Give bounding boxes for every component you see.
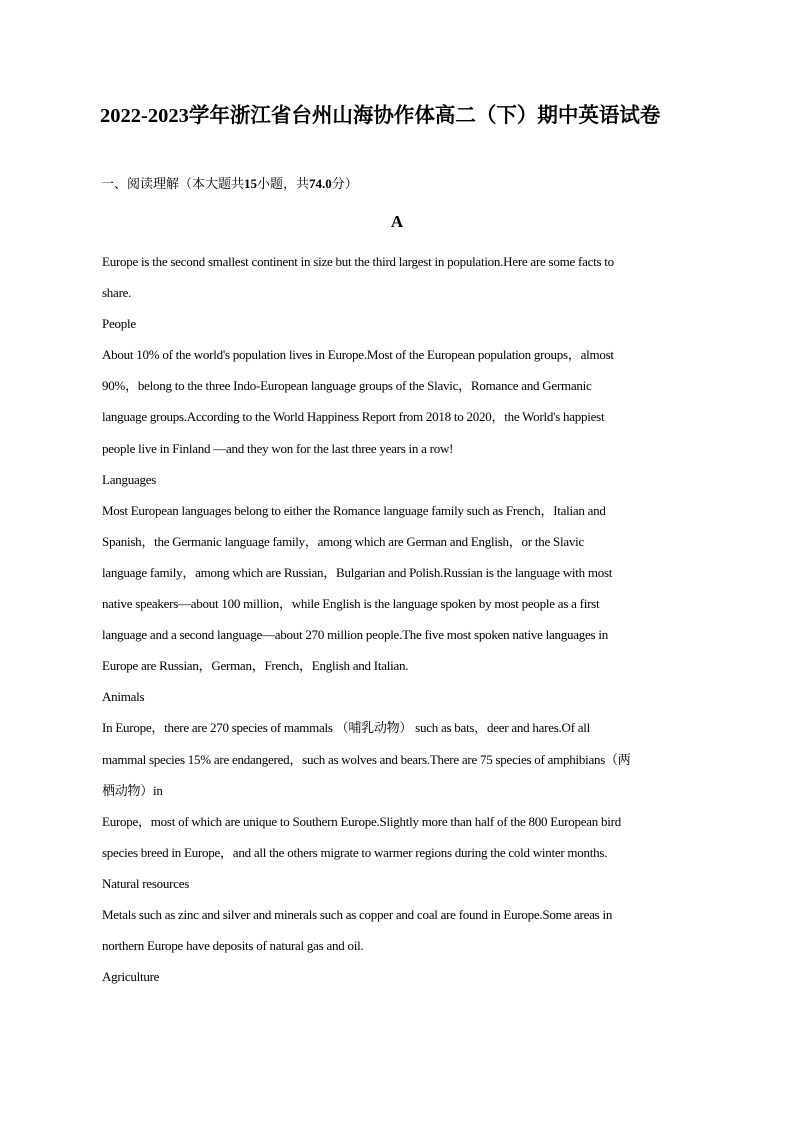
text-line: In Europe，there are 270 species of mammals （哺乳动物） such as bats，deer and hares.Of all bbox=[102, 720, 591, 736]
exam-title: 2022-2023学年浙江省台州山海协作体高二（下）期中英语试卷 bbox=[100, 105, 661, 127]
subheading-people: People bbox=[102, 316, 136, 332]
text-line: Metals such as zinc and silver and minerals such as copper and coal are found in Europe.Some areas in bbox=[102, 906, 613, 922]
text-line: Most European languages belong to either the Romance language family such as French，Italian and bbox=[102, 502, 606, 518]
text-line: share. bbox=[102, 285, 132, 301]
text-line: language family，among which are Russian，Bulgarian and Polish.Russian is the language with most bbox=[102, 564, 613, 580]
text-line: About 10% of the world's population lives in Europe.Most of the European population groups，almost bbox=[102, 347, 614, 363]
text-line: Europe are Russian，German，French，English and Italian. bbox=[102, 658, 409, 674]
text-line: language groups.According to the World Happiness Report from 2018 to 2020，the World's happiest bbox=[102, 409, 605, 425]
question-count: 15 bbox=[244, 176, 258, 191]
passage-label: A bbox=[390, 212, 404, 231]
subheading-animals: Animals bbox=[102, 689, 145, 705]
section-prefix: 一、阅读理解（本大题共 bbox=[101, 176, 245, 191]
text-line: 90%，belong to the three Indo-European language groups of the Slavic，Romance and Germanic bbox=[102, 378, 592, 394]
section-mid: 小题，共 bbox=[257, 176, 310, 191]
subheading-natural-resources: Natural resources bbox=[102, 875, 190, 891]
text-line: Europe is the second smallest continent in size but the third largest in population.Here are some facts to bbox=[102, 254, 614, 269]
section-heading bbox=[101, 174, 358, 194]
text-line: mammal species 15% are endangered，such as wolves and bears.There are 75 species of amphibians（两 bbox=[102, 751, 631, 767]
text-line: Europe，most of which are unique to Southern Europe.Slightly more than half of the 800 European bird bbox=[102, 813, 621, 829]
text-line: species breed in Europe，and all the others migrate to warmer regions during the cold winter months. bbox=[102, 844, 608, 860]
section-score: 74.0 bbox=[309, 176, 332, 191]
text-line: native speakers—about 100 million，while English is the language spoken by most people as a first bbox=[102, 596, 600, 612]
subheading-agriculture: Agriculture bbox=[102, 969, 160, 985]
text-line: language and a second language—about 270 million people.The five most spoken native languages in bbox=[102, 627, 608, 643]
passage-text bbox=[102, 246, 694, 992]
subheading-languages: Languages bbox=[102, 471, 157, 487]
text-line: people live in Finland —and they won for the last three years in a row! bbox=[102, 440, 454, 456]
text-line: Spanish，the Germanic language family，among which are German and English，or the Slavic bbox=[102, 533, 584, 549]
text-line: 栖动物）in bbox=[102, 782, 163, 798]
text-line: northern Europe have deposits of natural gas and oil. bbox=[102, 938, 364, 954]
section-suffix: 分） bbox=[331, 176, 358, 191]
